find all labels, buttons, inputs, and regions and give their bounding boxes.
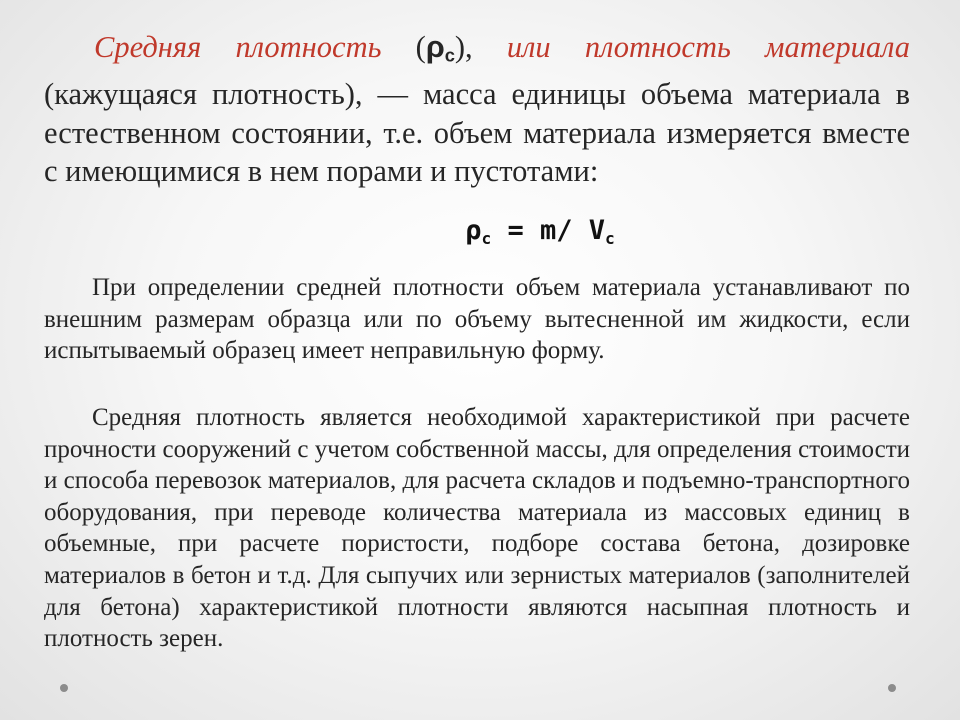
bottom-right-dot	[888, 684, 896, 692]
bottom-left-dot	[60, 684, 68, 692]
density-formula	[0, 214, 960, 256]
formula-middle: = m/ V	[491, 215, 606, 246]
formula-v-sub: с	[605, 228, 615, 248]
definition-paragraph	[44, 28, 910, 191]
open-paren: (	[381, 30, 426, 64]
rho-subscript: с	[444, 44, 455, 66]
close-paren: ),	[454, 30, 507, 64]
formula-rho-sub: с	[481, 228, 492, 248]
importance-paragraph: Средняя плотность является необходимой характеристикой при расчете прочности сооружений с учетом собственной массы, для определения стоимости и способа перевозок материалов, для расчета складов и подъемно-транспортного оборудования, при переводе количества материала из массовых единиц в объемные, при расчете пористости, подборе состава бетона, дозировке материалов в бетон и т.д. Для сыпучих или зернистых материалов (заполнителей для бетона) характеристикой плотности являются насыпная плотность и плотность зерен.	[44, 404, 910, 653]
term-material-density: или плотность материала	[506, 30, 910, 64]
measurement-paragraph: При определении средней плотности объем материала устанавливают по внешним размерам образца или по объему вытесненной им жидкости, если испытываемый образец имеет неправильную форму.	[44, 274, 910, 365]
rho-symbol	[426, 30, 455, 64]
definition-text: (кажущаяся плотность), — масса единицы объема материала в естественном состоянии, т.е. объем материала измеряется вместе с имеющимися в нем порами и пустотами:	[44, 77, 910, 189]
rho-letter: ρ	[425, 30, 445, 64]
formula-rho: ρ	[465, 215, 482, 246]
term-average-density: Средняя плотность	[94, 30, 382, 64]
